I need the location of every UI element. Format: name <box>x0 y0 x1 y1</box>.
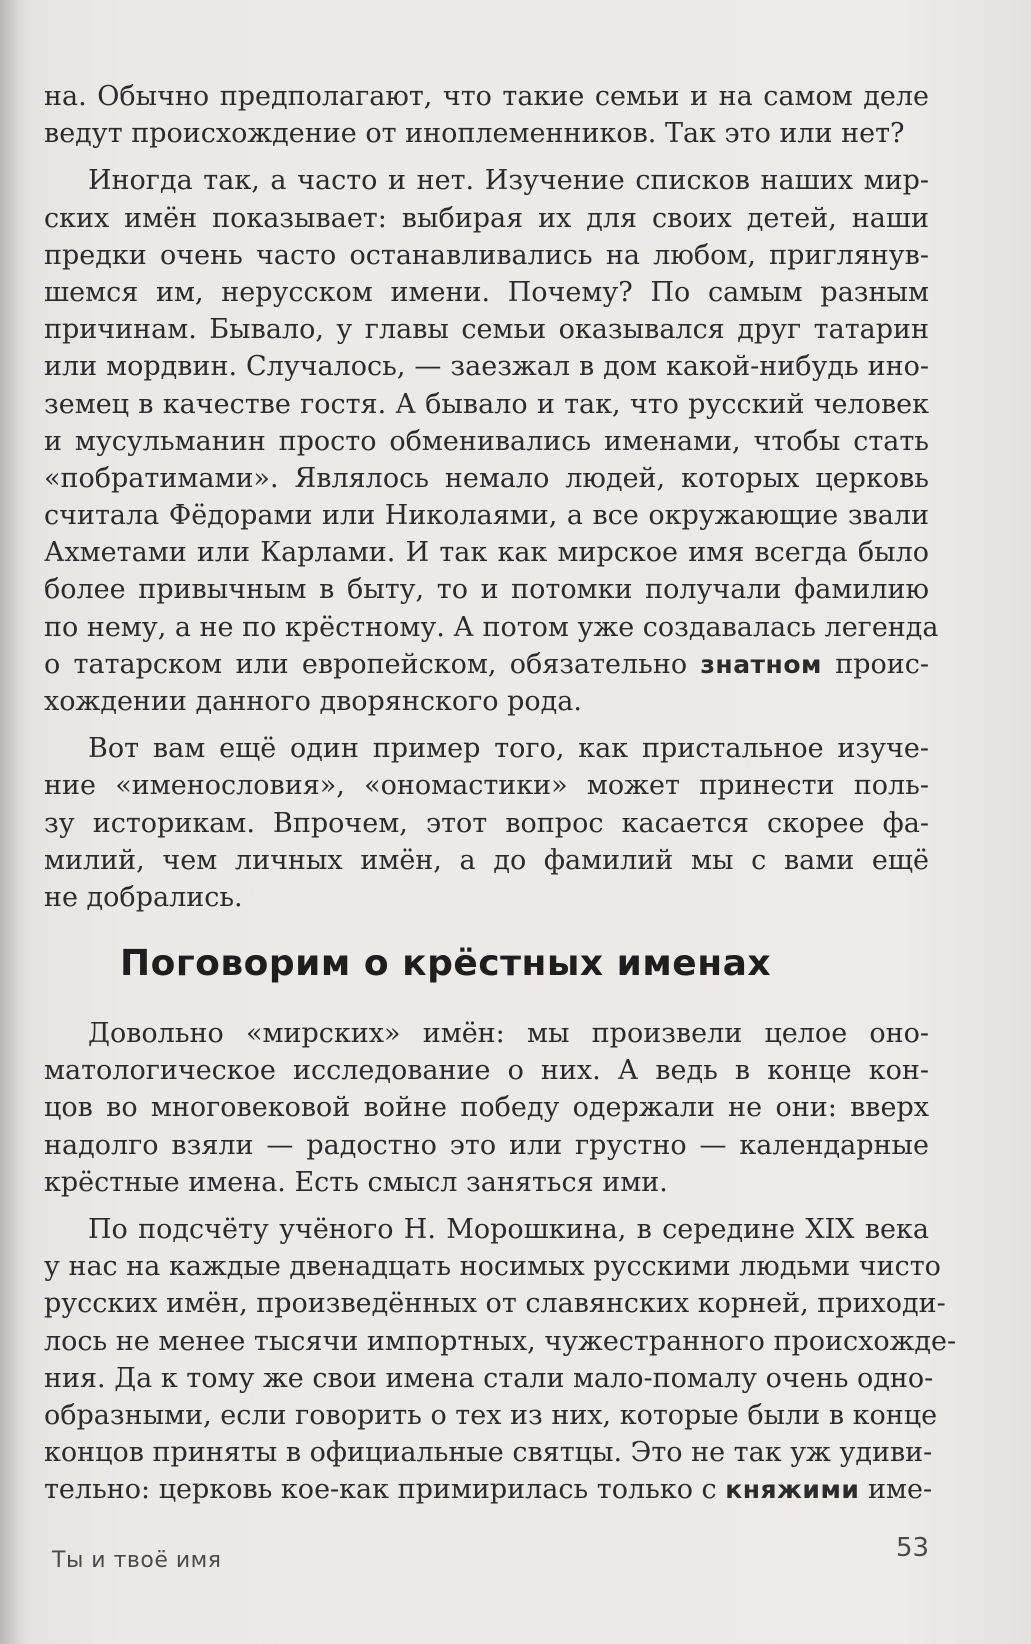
text-line <box>44 805 929 842</box>
text-line <box>44 200 929 237</box>
running-footer-title: Ты и твоё имя <box>52 1548 222 1573</box>
text-run: надолго взяли — радостно это или грустно — календарные <box>44 1129 929 1161</box>
paragraph <box>44 730 929 916</box>
text-run: По подсчёту учёного Н. Морошкина, в середине XIX века <box>88 1213 929 1245</box>
text-line <box>44 1089 929 1126</box>
text-run: крёстные имена. Есть смысл заняться ими. <box>44 1166 668 1198</box>
text-run: не добрались. <box>44 881 243 913</box>
text-line <box>44 646 929 683</box>
text-line <box>44 879 929 916</box>
text-line <box>44 1164 929 1201</box>
spine-shadow <box>0 0 22 1644</box>
text-run: ских имён показывает: выбирая их для своих детей, наши <box>44 202 929 234</box>
text-run: или мордвин. Случалось, — заезжал в дом какой-нибудь ино- <box>44 351 929 383</box>
text-run: по нему, а не по крёстному. А потом уже создавалась легенда <box>44 611 939 643</box>
text-run: Иногда так, а часто и нет. Изучение списков наших мир- <box>88 165 929 197</box>
text-run: проис- <box>821 648 930 680</box>
text-run: име- <box>859 1474 933 1506</box>
paragraph-gap <box>44 152 929 162</box>
text-line <box>44 237 929 274</box>
text-line <box>44 1127 929 1164</box>
text-run: считала Фёдорами или Николаями, а все окружающие звали <box>44 500 929 532</box>
text-line <box>44 1434 933 1471</box>
text-line <box>44 534 929 571</box>
text-line <box>44 115 929 152</box>
text-run: о татарском или европейском, обязательно <box>44 648 701 680</box>
text-line <box>44 730 929 767</box>
text-line <box>44 1471 933 1508</box>
text-line <box>44 423 929 460</box>
text-line <box>44 274 929 311</box>
text-line <box>44 386 929 423</box>
paragraph <box>44 78 929 152</box>
text-line <box>44 78 929 115</box>
text-run: на. Обычно предполагают, что такие семьи и на самом деле <box>44 81 929 112</box>
text-line <box>44 842 929 879</box>
text-run: у нас на каждые двенадцать носимых русскими людьми чисто <box>44 1251 941 1283</box>
text-run: концов приняты в официальные святцы. Это не так уж удиви- <box>44 1437 933 1469</box>
text-run: «побратимами». Являлось немало людей, которых церковь <box>44 462 929 494</box>
text-run: цов во многовековой войне победу одержали не они: вверх <box>44 1092 929 1124</box>
paragraph-gap <box>44 720 929 730</box>
text-run: зу историкам. Впрочем, этот вопрос касается скорее фа- <box>44 807 929 839</box>
text-line <box>44 1052 929 1089</box>
text-run: ние «именословия», «ономастики» может принести поль- <box>44 770 929 802</box>
text-line <box>44 1248 941 1285</box>
text-line <box>44 1397 938 1434</box>
section-heading: Поговорим о крёстных именах <box>120 943 772 984</box>
text-run: лось не менее тысячи импортных, чужестранного происхожде- <box>44 1325 957 1357</box>
text-run: более привычным в быту, то и потомки получали фамилию <box>44 574 929 606</box>
text-line <box>44 497 929 534</box>
text-line <box>44 609 939 646</box>
text-run: хождении данного дворянского рода. <box>44 686 582 717</box>
text-line <box>44 1211 929 1248</box>
text-run: Довольно «мирских» имён: мы произвели целое оно- <box>88 1018 929 1049</box>
paragraph-gap <box>44 1201 929 1211</box>
text-run: и мусульманин просто обменивались именами, чтобы стать <box>44 425 929 457</box>
text-line <box>44 162 929 199</box>
paragraph <box>44 1015 929 1201</box>
text-run: земец в качестве гостя. А бывало и так, что русский человек <box>44 388 929 420</box>
text-line <box>44 1285 946 1322</box>
text-run: ведут происхождение от иноплеменников. Так это или нет? <box>44 118 905 150</box>
text-run: милий, чем личных имён, а до фамилий мы с вами ещё <box>44 844 929 876</box>
text-line <box>44 311 929 348</box>
page-number: 53 <box>896 1533 930 1563</box>
bold-word: знатном <box>700 649 822 679</box>
text-line <box>44 460 929 497</box>
text-run: шемся им, нерусском имени. Почему? По самым разным <box>44 276 929 308</box>
text-line <box>44 1323 957 1360</box>
paragraph <box>44 1211 957 1509</box>
text-run: ния. Да к тому же свои имена стали мало-помалу очень одно- <box>44 1362 934 1394</box>
text-line <box>44 767 929 804</box>
text-run: тельно: церковь кое-как примирилась только с <box>44 1474 726 1506</box>
text-line <box>44 1360 934 1397</box>
text-line <box>44 1015 929 1052</box>
text-run: матологическое исследование о них. А ведь в конце кон- <box>44 1055 929 1087</box>
text-run: причинам. Бывало, у главы семьи оказывался друг татарин <box>44 314 929 346</box>
text-line <box>44 571 929 608</box>
text-section-1 <box>44 78 939 916</box>
text-run: Вот вам ещё один пример того, как пристальное изуче- <box>88 733 929 765</box>
paragraph <box>44 162 939 720</box>
text-run: предки очень часто останавливались на любом, приглянув- <box>44 239 929 271</box>
text-run: образными, если говорить о тех из них, которые были в конце <box>44 1399 938 1431</box>
text-run: русских имён, произведённых от славянских корней, приходи- <box>44 1288 946 1320</box>
text-section-2 <box>44 1015 957 1508</box>
text-line <box>44 683 929 720</box>
text-line <box>44 348 929 385</box>
text-run: Ахметами или Карлами. И так как мирское имя всегда было <box>44 537 929 569</box>
bold-word: княжими <box>725 1475 860 1505</box>
